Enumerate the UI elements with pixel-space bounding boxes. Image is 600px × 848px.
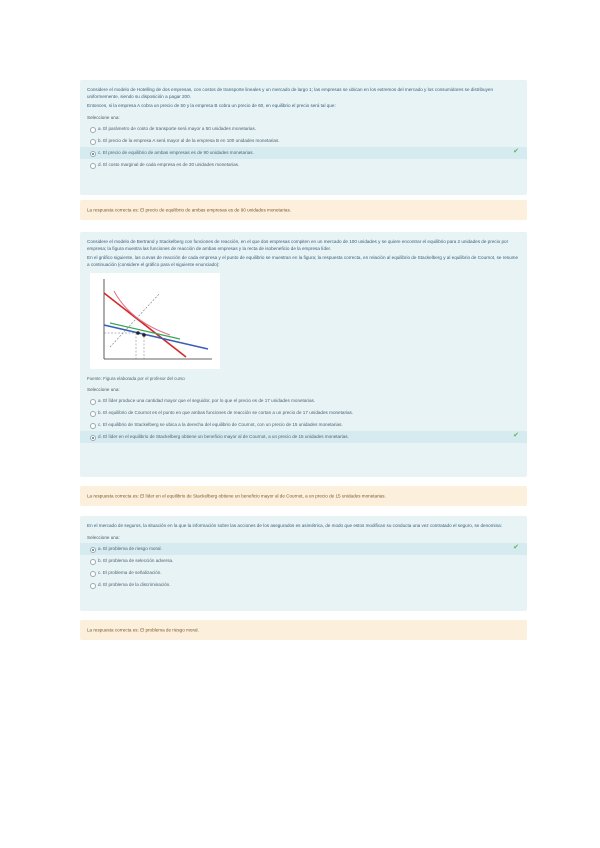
- question-1: [80, 80, 527, 195]
- option-label: a. El líder produce una cantidad mayor que el seguidor, por lo que el precio es de 17 unidades monetarias.: [98, 398, 316, 403]
- answer-option-b[interactable]: [80, 555, 527, 567]
- question-paragraph: Considere el modelo de Bertrand y Stackelberg con funciones de reacción, en el que dos empresas compiten en un mercado de 100 unidades y se quiere encontrar el equilibrio para 2 unidades de precio por empresa; la figura muestra las funciones de reacción de ambas empresas y la recta de isobeneficio de la empresa líder.: [87, 239, 509, 251]
- option-label: c. El problema de señalización.: [98, 570, 162, 575]
- feedback-2: [80, 486, 527, 506]
- question-2: [80, 232, 527, 477]
- answer-option-c[interactable]: [80, 567, 527, 579]
- question-paragraph: Entonces, si la empresa A cobra un precio de 50 y la empresa B cobra un precio de 60, en equilibrio el precio será tal que:: [87, 103, 336, 108]
- feedback-1: [80, 200, 527, 220]
- radio-button[interactable]: [90, 583, 96, 589]
- select-label: Seleccione una:: [87, 535, 120, 540]
- check-icon: ✔: [513, 148, 519, 155]
- radio-button[interactable]: [90, 163, 96, 169]
- option-label: c. El equilibrio de Stackelberg se ubica a la derecha del equilibrio de Cournot, con un precio de 15 unidades monetarias.: [98, 422, 343, 427]
- question-paragraph: En el gráfico siguiente, las curvas de reacción de cada empresa y el punto de equilibrio se muestran en la figura; la respuesta correcta, en relación al equilibrio de Stackelberg y al equilibrio de Cournot, se resume a continuación (considere el gráfico para el siguiente enunciado):: [87, 255, 519, 267]
- radio-button[interactable]: [90, 127, 96, 133]
- option-label: c. El precio de equilibrio de ambas empresas es de 90 unidades monetarias.: [98, 150, 254, 155]
- select-label: Seleccione una:: [87, 387, 120, 392]
- feedback-text: La respuesta correcta es: El problema de riesgo moral.: [87, 627, 199, 633]
- answer-option-d[interactable]: [80, 431, 527, 443]
- radio-button[interactable]: [90, 411, 96, 417]
- option-label: b. El problema de selección adversa.: [98, 558, 174, 563]
- answer-option-b[interactable]: [80, 135, 527, 147]
- radio-button[interactable]: [90, 559, 96, 565]
- option-label: d. El líder en el equilibrio de Stackelberg obtiene un beneficio mayor al de Cournot, a un precio de 15 unidades monetarias.: [98, 434, 349, 439]
- answer-option-c[interactable]: [80, 147, 527, 159]
- figure-caption: Fuente: Figura elaborada por el profesor del curso: [87, 376, 185, 381]
- radio-button[interactable]: [90, 139, 96, 145]
- radio-button[interactable]: [90, 423, 96, 429]
- answer-option-d[interactable]: [80, 159, 527, 171]
- answer-option-a[interactable]: [80, 123, 527, 135]
- reaction-functions-figure: [90, 273, 220, 369]
- question-text: [80, 232, 527, 268]
- option-label: a. El problema de riesgo moral.: [98, 546, 162, 551]
- feedback-3: [80, 620, 527, 640]
- answer-option-a[interactable]: [80, 395, 527, 407]
- answer-option-b[interactable]: [80, 407, 527, 419]
- radio-button[interactable]: [90, 151, 96, 157]
- question-3: [80, 516, 527, 611]
- answer-option-d[interactable]: [80, 579, 527, 591]
- check-icon: ✔: [513, 432, 519, 439]
- option-label: d. El costo marginal de cada empresa es de 30 unidades monetarias.: [98, 162, 240, 167]
- radio-button[interactable]: [90, 547, 96, 553]
- question-text: [80, 80, 527, 109]
- option-label: a. El parámetro de costo de transporte será mayor a 50 unidades monetarias.: [98, 126, 257, 131]
- feedback-text: La respuesta correcta es: El precio de equilibrio de ambas empresas es de 90 unidades monetarias.: [87, 207, 292, 213]
- option-label: b. El equilibrio de Cournot es el punto en que ambas funciones de reacción se cortan a un precio de 17 unidades monetarias.: [98, 410, 354, 415]
- check-icon: ✔: [513, 544, 519, 551]
- option-label: d. El problema de la discriminación.: [98, 582, 171, 587]
- select-label: Seleccione una:: [87, 115, 120, 120]
- feedback-text: La respuesta correcta es: El líder en el equilibrio de Stackelberg obtiene un beneficio mayor al de Cournot, a un precio de 15 unidades monetarias.: [87, 493, 386, 499]
- answer-option-c[interactable]: [80, 419, 527, 431]
- radio-button[interactable]: [90, 571, 96, 577]
- radio-button[interactable]: [90, 435, 96, 441]
- question-paragraph: Considere el modelo de Hotelling de dos empresas, con costos de transporte lineales y un mercado de largo 1; las empresas se ubican en los extremos del mercado y los consumidores se distribuyen uniformemente, siendo su disposición a pagar 200.: [87, 87, 493, 99]
- option-label: b. El precio de la empresa A será mayor al de la empresa B en 100 unidades monetarias.: [98, 138, 280, 143]
- question-paragraph: En el mercado de seguros, la situación en la que la información sobre las acciones de los asegurados es asimétrica, de modo que estos modifican su conducta una vez contratado el seguro, se denomina:: [87, 523, 502, 528]
- question-text: [80, 516, 527, 529]
- radio-button[interactable]: [90, 399, 96, 405]
- answer-option-a[interactable]: [80, 543, 527, 555]
